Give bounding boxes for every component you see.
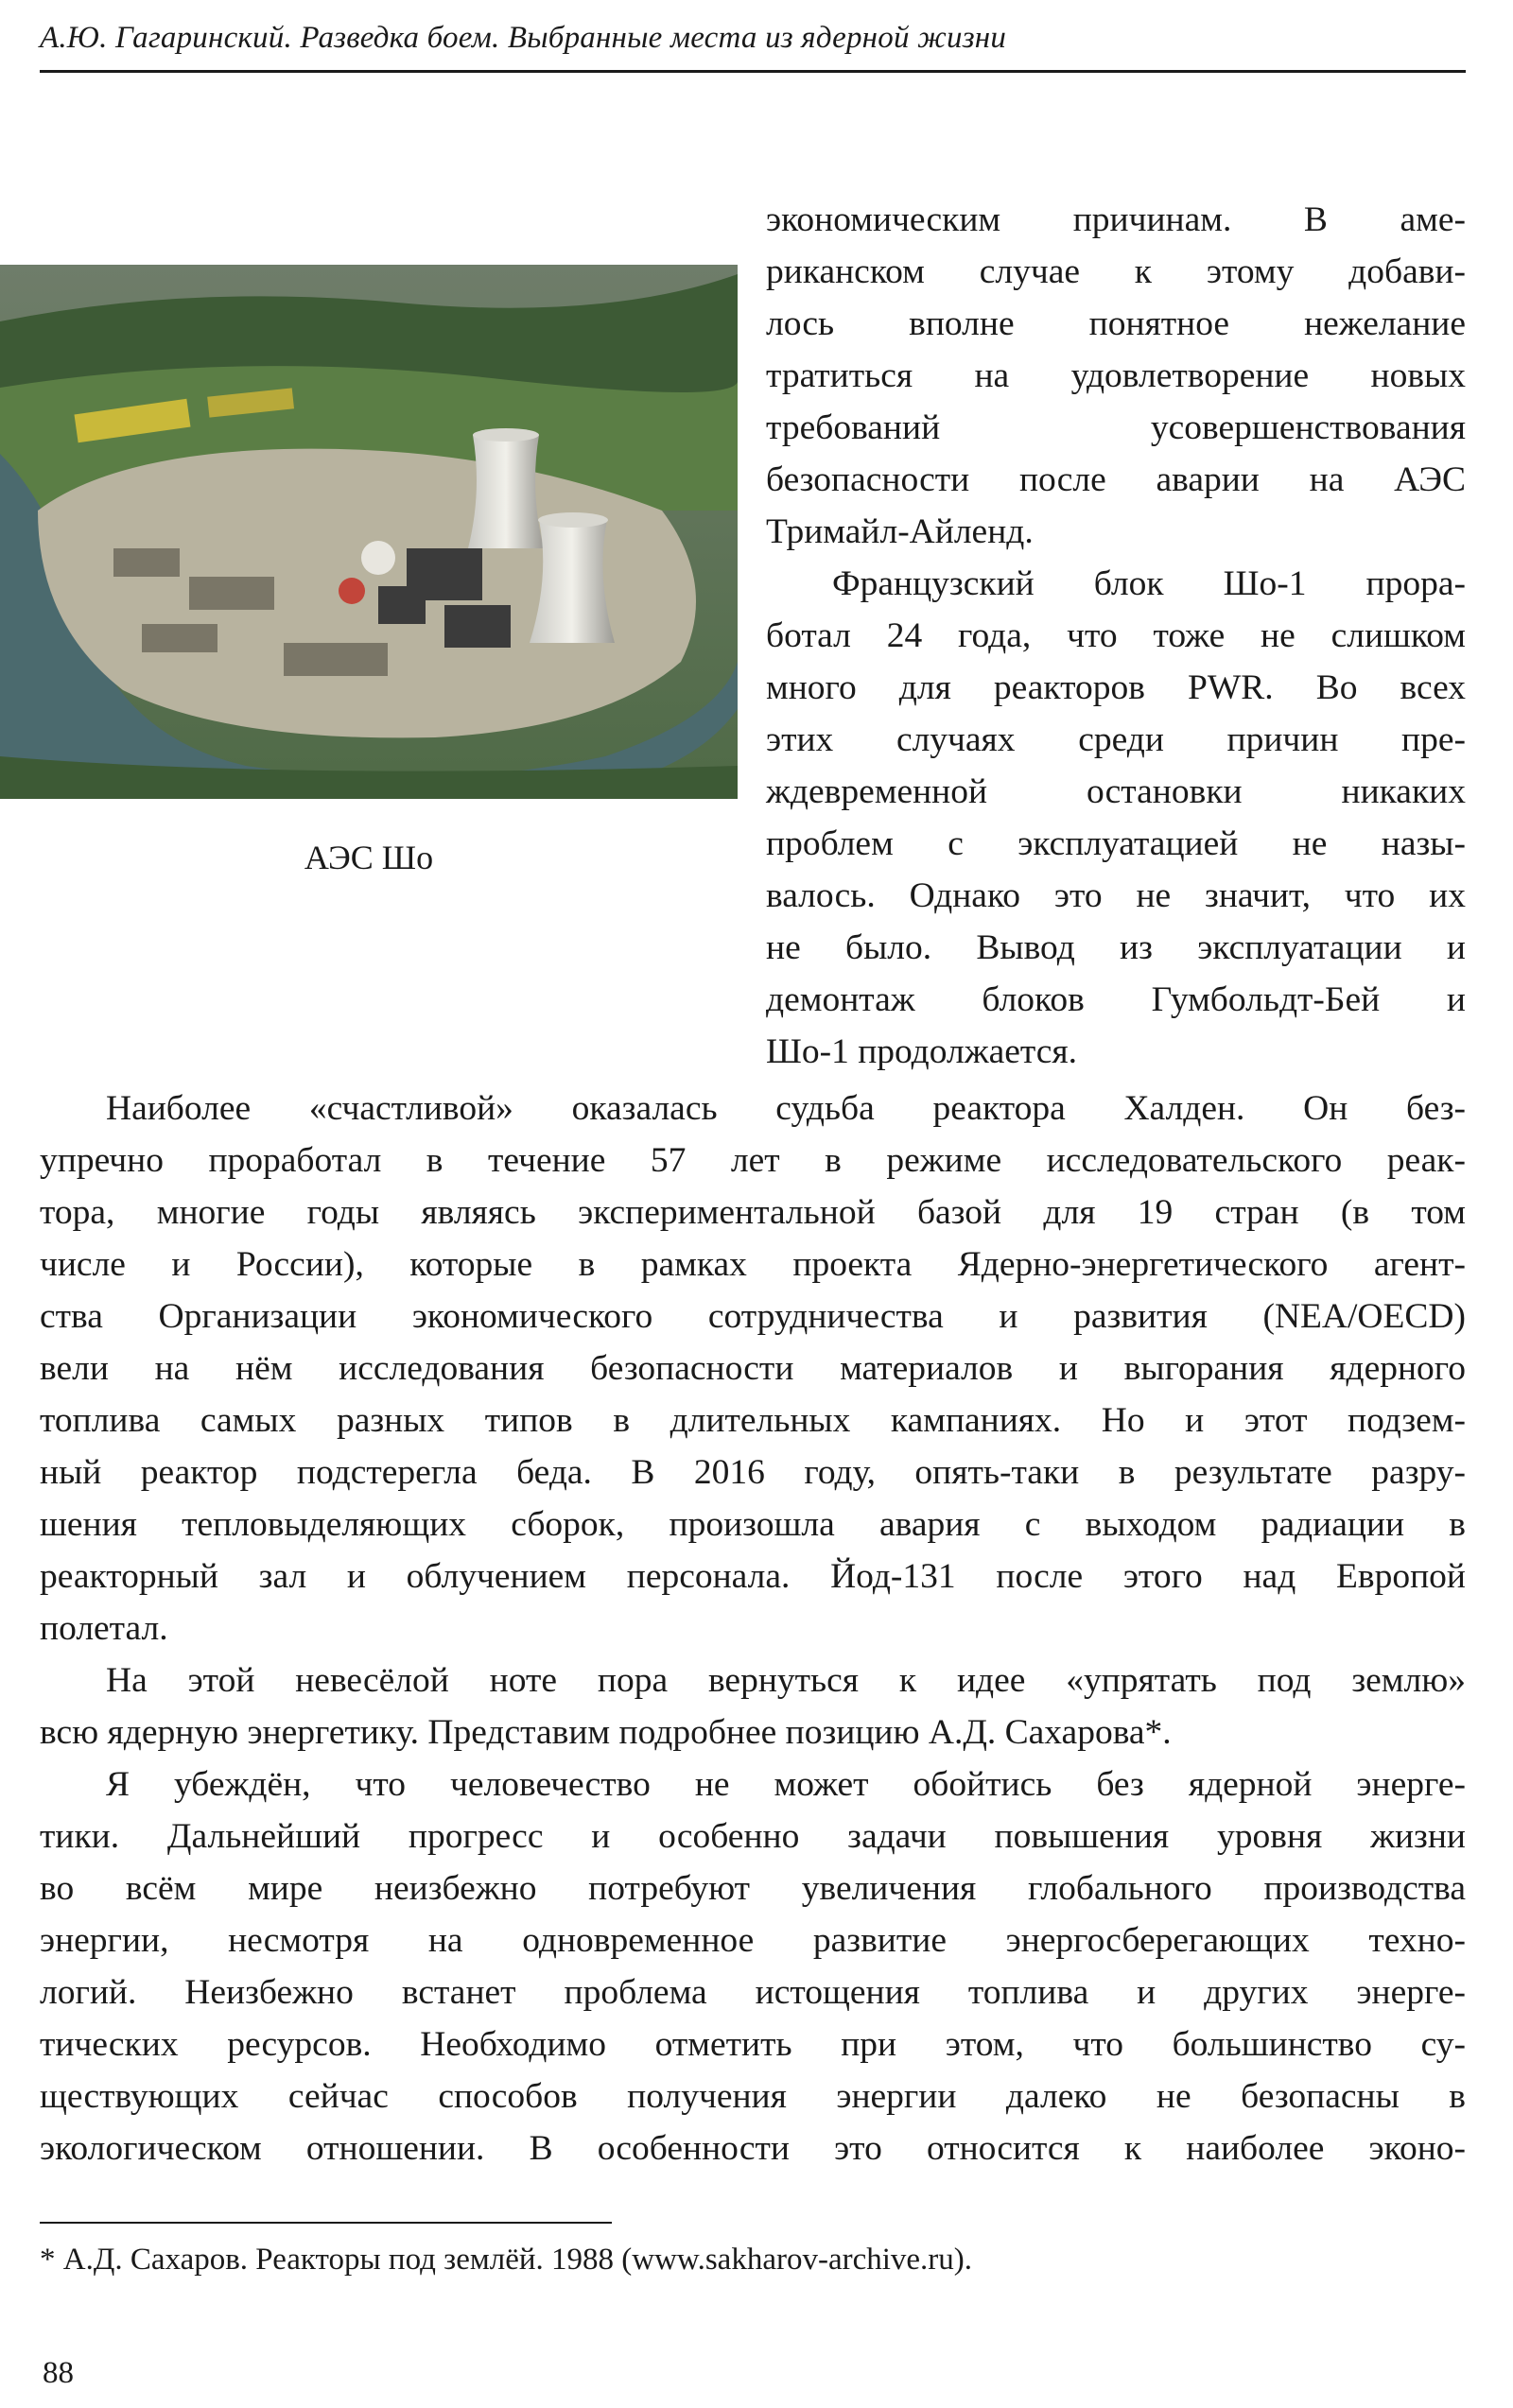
paragraph-5-quote: [40, 1758, 1466, 2174]
text-line: ный реактор подстерегла беда. В 2016 году, опять-таки в результате разру-: [40, 1453, 1466, 1492]
text-line: реакторный зал и облучением персонала. Йод-131 после этого над Европой: [40, 1557, 1466, 1596]
text-line: тора, многие годы являясь экспериментальной базой для 19 стран (в том: [40, 1193, 1466, 1232]
full-width-text: [40, 1083, 1466, 2174]
text-line: упречно проработал в течение 57 лет в режиме исследовательского реак-: [40, 1141, 1466, 1180]
paragraph-2: [766, 558, 1466, 1078]
aerial-photo-illustration: [0, 265, 738, 799]
text-line: тики. Дальнейший прогресс и особенно задачи повышения уровня жизни: [40, 1817, 1466, 1856]
paragraph-1: [766, 194, 1466, 558]
running-header: А.Ю. Гагаринский. Разведка боем. Выбранные места из ядерной жизни: [40, 21, 1007, 55]
text-line: вели на нём исследования безопасности материалов и выгорания ядерного: [40, 1349, 1466, 1388]
text-line: ждевременной остановки никаких: [766, 772, 1466, 811]
text-line: Французский блок Шо-1 прора-: [832, 564, 1466, 603]
text-line: топлива самых разных типов в длительных кампаниях. Но и этот подзем-: [40, 1401, 1466, 1440]
text-line: тратиться на удовлетворение новых: [766, 356, 1466, 395]
right-column-text: [766, 194, 1466, 1078]
text-line: Шо-1 продолжается.: [766, 1032, 1078, 1071]
text-line: ботал 24 года, что тоже не слишком: [766, 616, 1466, 655]
footnote: * А.Д. Сахаров. Реакторы под землёй. 1988 (www.sakharov-archive.ru).: [40, 2243, 973, 2277]
text-line: Я убеждён, что человечество не может обойтись без ядерной энерге-: [106, 1765, 1466, 1804]
text-line: лось вполне понятное нежелание: [766, 304, 1466, 343]
text-line: демонтаж блоков Гумбольдт-Бей и: [766, 980, 1466, 1019]
text-line: ства Организации экономического сотрудничества и развития (NEA/OECD): [40, 1297, 1466, 1336]
text-line: не было. Вывод из эксплуатации и: [766, 928, 1466, 967]
text-line: во всём мире неизбежно потребуют увеличения глобального производства: [40, 1869, 1466, 1908]
text-line: На этой невесёлой ноте пора вернуться к идее «упрятать под землю»: [106, 1661, 1466, 1700]
text-line: Наиболее «счастливой» оказалась судьба реактора Халден. Он без-: [106, 1089, 1466, 1128]
paragraph-4: [40, 1654, 1466, 1758]
text-line: энергии, несмотря на одновременное развитие энергосберегающих техно-: [40, 1921, 1466, 1960]
header-rule: [40, 70, 1466, 73]
text-line: числе и России), которые в рамках проекта Ядерно-энергетического агент-: [40, 1245, 1466, 1284]
text-line: полетал.: [40, 1609, 168, 1648]
text-line: всю ядерную энергетику. Представим подробнее позицию А.Д. Сахарова*.: [40, 1713, 1172, 1752]
text-line: ществующих сейчас способов получения энергии далеко не безопасны в: [40, 2077, 1466, 2116]
text-line: логий. Неизбежно встанет проблема истощения топлива и других энерге-: [40, 1973, 1466, 2012]
footnote-rule: [40, 2222, 612, 2224]
text-line: безопасности после аварии на АЭС: [766, 460, 1466, 499]
text-line: много для реакторов PWR. Во всех: [766, 668, 1466, 707]
text-line: этих случаях среди причин пре-: [766, 720, 1466, 759]
text-line: экономическим причинам. В аме-: [766, 200, 1466, 239]
nuclear-plant-photo: [0, 265, 738, 799]
text-line: валось. Однако это не значит, что их: [766, 876, 1466, 915]
page-number: 88: [43, 2356, 74, 2390]
text-line: риканском случае к этому добави-: [766, 252, 1466, 291]
figure-caption: АЭС Шо: [304, 839, 434, 876]
text-line: проблем с эксплуатацией не назы-: [766, 824, 1466, 863]
text-line: Тримайл-Айленд.: [766, 512, 1034, 551]
text-line: экологическом отношении. В особенности это относится к наиболее эконо-: [40, 2129, 1466, 2168]
text-line: шения тепловыделяющих сборок, произошла авария с выходом радиации в: [40, 1505, 1466, 1544]
paragraph-3: [40, 1083, 1466, 1654]
text-line: тических ресурсов. Необходимо отметить при этом, что большинство су-: [40, 2025, 1466, 2064]
text-line: требований усовершенствования: [766, 408, 1466, 447]
